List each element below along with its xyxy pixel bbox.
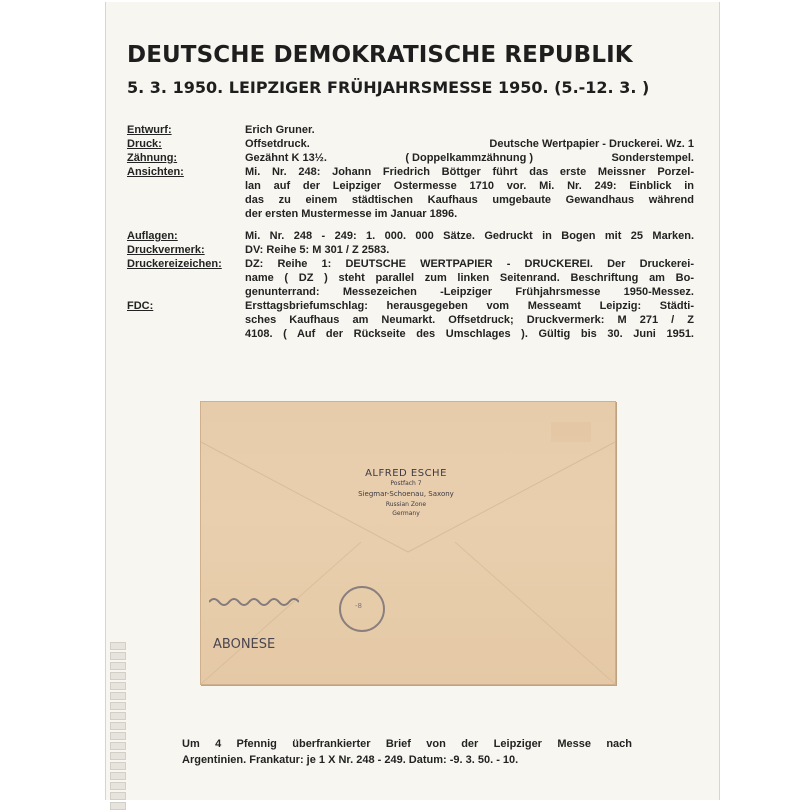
postmark: -8	[339, 586, 385, 632]
spec-value: Erich Gruner.	[245, 124, 315, 136]
spec-label: Druckereizeichen:	[127, 258, 222, 270]
text-line: lan auf der Leipziger Ostermesse 1710 vor. Mi. Nr. 249: Einblick in	[245, 180, 694, 192]
stamp-specification	[127, 123, 694, 341]
spec-label: Ansichten:	[127, 166, 184, 178]
spec-value-part: ( Doppelkammzähnung )	[405, 152, 534, 164]
envelope-image	[200, 401, 616, 685]
spec-value	[245, 165, 694, 221]
spec-row-ansichten	[127, 165, 694, 221]
sender-name: ALFRED ESCHE	[365, 468, 447, 479]
spec-row-druckvermerk	[127, 243, 694, 257]
text-line: das zu einem städtischen Kaufhaus umgebaute Gewandhaus während	[245, 194, 694, 206]
page-title: DEUTSCHE DEMOKRATISCHE REPUBLIK	[127, 42, 633, 68]
caption-line: Argentinien. Frankatur: je 1 X Nr. 248 - 249. Datum: -9. 3. 50. - 10.	[182, 754, 519, 766]
sender-city: Siegmar-Schoenau, Saxony	[358, 490, 454, 498]
spec-label: Entwurf:	[127, 124, 172, 136]
sender-street: Postfach 7	[390, 480, 422, 487]
text-line: der ersten Mustermesse im Januar 1896.	[245, 208, 458, 220]
spec-row-druckereizeichen	[127, 257, 694, 299]
spec-label: Zähnung:	[127, 152, 178, 164]
spec-value-part: Deutsche Wertpapier - Druckerei. Wz. 1	[489, 138, 694, 150]
spec-value	[245, 257, 694, 299]
spec-label: Auflagen:	[127, 230, 178, 242]
spec-row-auflagen	[127, 229, 694, 243]
spec-label: Druck:	[127, 138, 162, 150]
sender-address	[331, 468, 481, 518]
caption	[182, 736, 632, 768]
spec-row-fdc	[127, 299, 694, 341]
text-line: Ersttagsbriefumschlag: herausgegeben vom Messeamt Leipzig: Städti-	[245, 300, 694, 312]
text-line: sches Kaufhaus am Neumarkt. Offsetdruck; Druckvermerk: M 271 / Z	[245, 314, 694, 326]
text-line: 4108. ( Auf der Rückseite des Umschlages ). Gültig bis 30. Juni 1951.	[245, 328, 694, 340]
text-line: name ( DZ ) steht parallel zum linken Seitenrand. Beschriftung am Bo-	[245, 272, 694, 284]
spec-row-zaehnung	[127, 151, 694, 165]
text-line: Mi. Nr. 248: Johann Friedrich Böttger führt das erste Meissner Porzel-	[245, 166, 694, 178]
spec-row-entwurf	[127, 123, 694, 137]
sender-country: Germany	[392, 510, 420, 517]
spec-label: Druckvermerk:	[127, 244, 205, 256]
spec-value	[245, 299, 694, 341]
page-subtitle: 5. 3. 1950. LEIPZIGER FRÜHJAHRSMESSE 1950. (5.-12. 3. )	[127, 78, 650, 97]
punch-holes	[110, 642, 126, 792]
spec-value	[245, 229, 694, 243]
spec-value-part: Gezähnt K 13½.	[245, 152, 327, 164]
spec-value	[245, 137, 694, 151]
spec-row-druck	[127, 137, 694, 151]
spec-value-part: Sonderstempel.	[611, 152, 694, 164]
caption-line: Um 4 Pfennig überfrankierter Brief von der Leipziger Messe nach	[182, 738, 632, 750]
spec-value	[245, 151, 694, 165]
wavy-cancellation	[209, 594, 299, 654]
text-line: DZ: Reihe 1: DEUTSCHE WERTPAPIER - DRUCKEREI. Der Druckerei-	[245, 258, 694, 270]
spec-value: DV: Reihe 5: M 301 / Z 2583.	[245, 244, 390, 256]
spec-value-part: Offsetdruck.	[245, 138, 310, 150]
sender-zone: Russian Zone	[385, 501, 427, 508]
cancel-text: ABONESE	[213, 637, 276, 652]
text-line: genunterrand: Messezeichen -Leipziger Frühjahrsmesse 1950-Messez.	[245, 286, 694, 298]
text-line: Mi. Nr. 248 - 249: 1. 000. 000 Sätze. Gedruckt in Bogen mit 25 Marken.	[245, 230, 694, 242]
spec-label: FDC:	[127, 300, 154, 312]
